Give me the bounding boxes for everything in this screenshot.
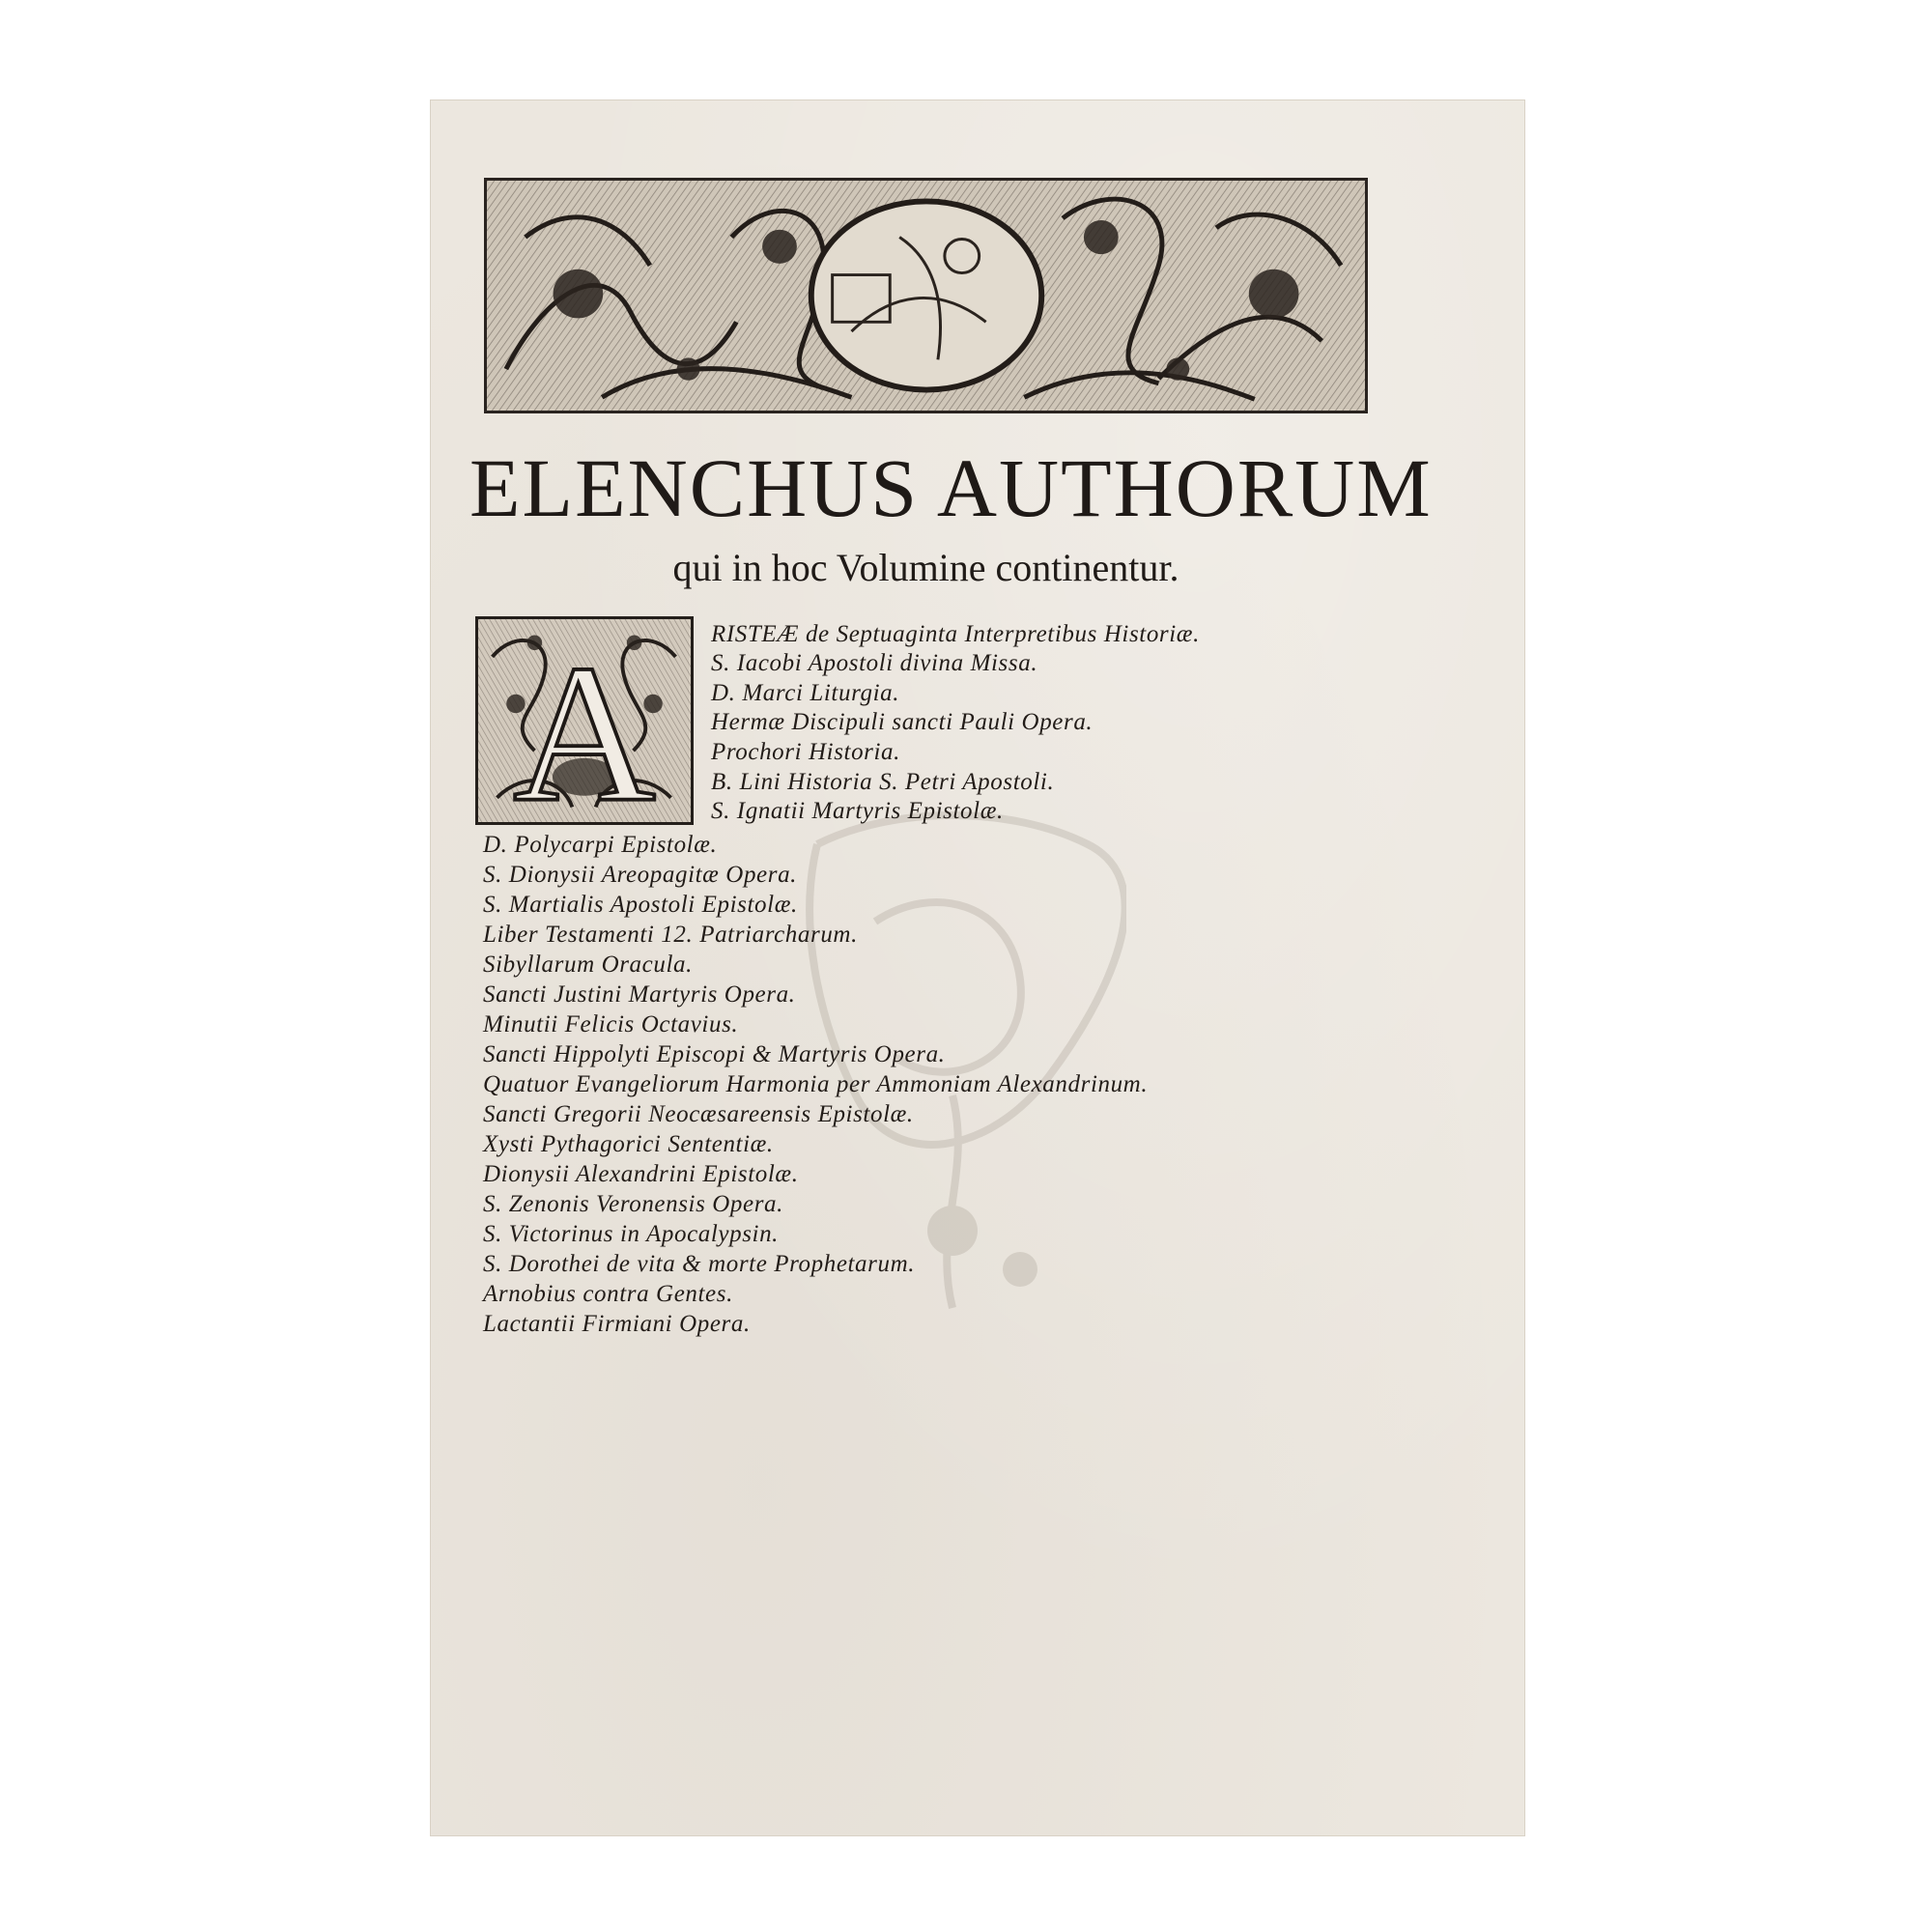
list-item: Sibyllarum Oracula.: [483, 952, 693, 978]
woodcut-headpiece-ornament: [484, 178, 1368, 413]
list-item: D. Polycarpi Epistolæ.: [483, 832, 718, 858]
list-item: B. Lini Historia S. Petri Apostoli.: [711, 769, 1055, 795]
list-item: Sancti Hippolyti Episcopi & Martyris Opera.: [483, 1041, 946, 1067]
list-item: Quatuor Evangeliorum Harmonia per Ammoniam Alexandrinum.: [483, 1071, 1149, 1097]
list-item: S. Iacobi Apostoli divina Missa.: [711, 650, 1038, 676]
list-item: S. Ignatii Martyris Epistolæ.: [711, 798, 1004, 824]
page-subtitle: qui in hoc Volumine continentur.: [672, 546, 1179, 589]
initial-ornament-drawing: [478, 619, 691, 822]
list-item: S. Zenonis Veronensis Opera.: [483, 1191, 784, 1217]
list-item: RISTEÆ de Septuaginta Interpretibus Historiæ.: [711, 621, 1200, 647]
list-item: S. Dionysii Areopagitæ Opera.: [483, 862, 798, 888]
book-page: [431, 100, 1524, 1835]
list-item: Prochori Historia.: [711, 739, 900, 765]
list-item: Xysti Pythagorici Sententiæ.: [483, 1131, 774, 1157]
list-item: Dionysii Alexandrini Epistolæ.: [483, 1161, 799, 1187]
list-item: D. Marci Liturgia.: [711, 680, 900, 706]
initial-letter: A: [513, 624, 656, 822]
list-item: S. Victorinus in Apocalypsin.: [483, 1221, 780, 1247]
list-item: S. Martialis Apostoli Epistolæ.: [483, 892, 798, 918]
list-item: Sancti Justini Martyris Opera.: [483, 981, 796, 1008]
page-title: ELENCHUS AUTHORUM: [469, 441, 1433, 534]
list-item: Arnobius contra Gentes.: [483, 1281, 733, 1307]
list-item: Sancti Gregorii Neocæsareensis Epistolæ.: [483, 1101, 914, 1127]
list-item: Lactantii Firmiani Opera.: [483, 1311, 751, 1337]
headpiece-ornament-drawing: [487, 181, 1365, 411]
list-item: Hermæ Discipuli sancti Pauli Opera.: [711, 709, 1094, 735]
list-item: Liber Testamenti 12. Patriarcharum.: [483, 922, 858, 948]
decorated-initial-letter: [475, 616, 694, 825]
list-item: S. Dorothei de vita & morte Prophetarum.: [483, 1251, 916, 1277]
list-item: Minutii Felicis Octavius.: [483, 1011, 739, 1037]
